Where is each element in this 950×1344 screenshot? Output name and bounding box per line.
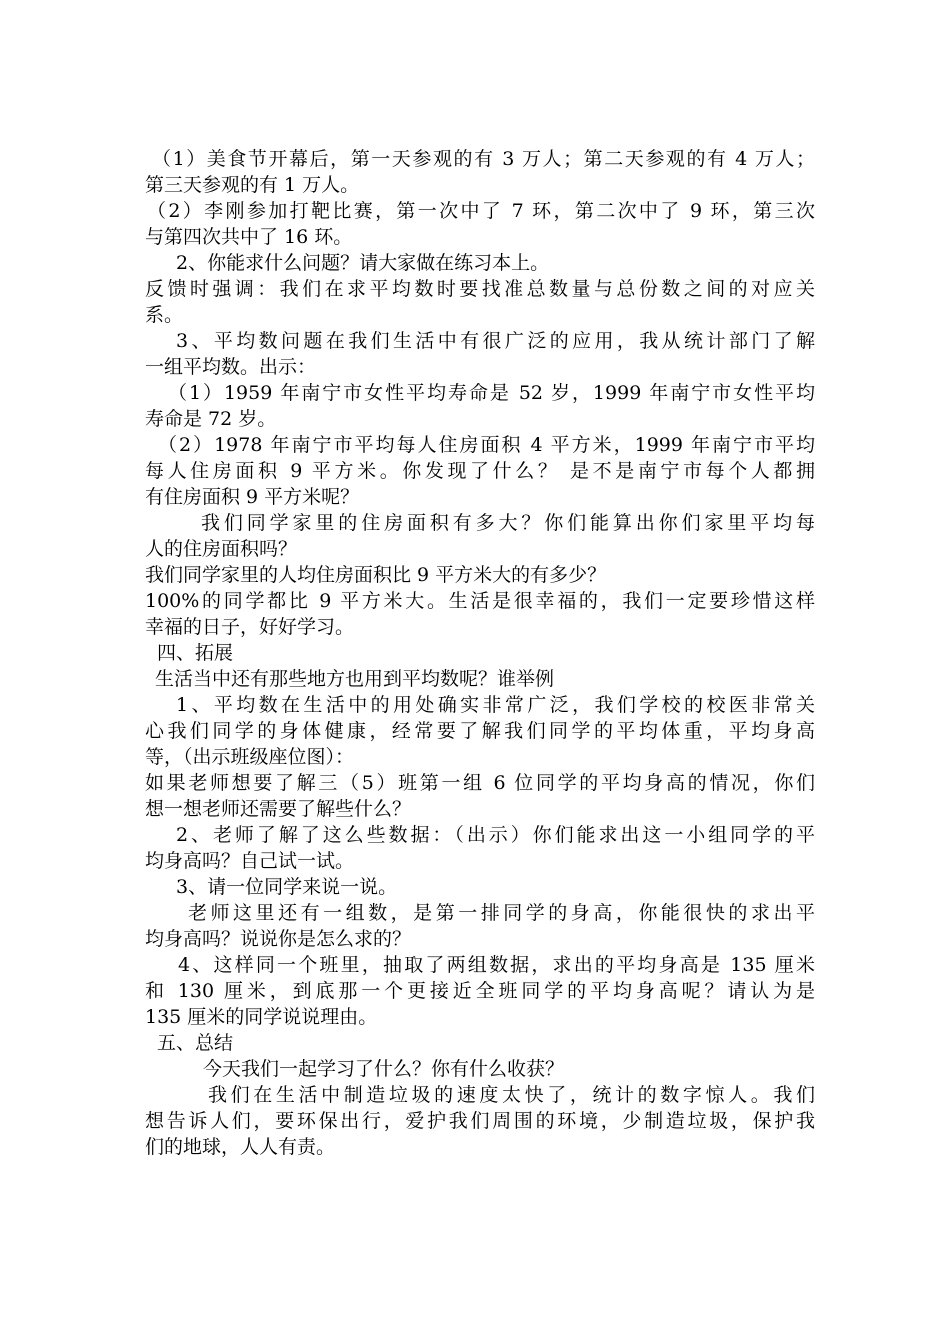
text-line: 反馈时强调：我们在求平均数时要找准总数量与总份数之间的对应关 (145, 278, 815, 300)
text-line: 四、拓展 (157, 642, 234, 664)
text-line: 寿命是 72 岁。 (145, 408, 277, 430)
text-line: 4、这样同一个班里，抽取了两组数据，求出的平均身高是 135 厘米 (178, 954, 815, 976)
text-line: 等，（出示班级座位图）： (145, 746, 355, 768)
text-line: 每人住房面积 9 平方米。你发现了什么？ 是不是南宁市每个人都拥 (145, 460, 815, 482)
text-line: （2）李刚参加打靶比赛，第一次中了 7 环，第二次中了 9 环，第三次 (147, 200, 815, 222)
text-line: 幸福的日子，好好学习。 (145, 616, 355, 638)
text-line: 我们同学家里的住房面积有多大？你们能算出你们家里平均每 (201, 512, 815, 534)
text-line: 与第四次共中了 16 环。 (145, 226, 353, 248)
text-line: 们的地球，人人有责。 (145, 1136, 336, 1158)
document-body (145, 146, 815, 1160)
text-line: 均身高吗？说说你是怎么求的？ (145, 928, 412, 950)
text-line: 老师这里还有一组数，是第一排同学的身高，你能很快的求出平 (188, 902, 815, 924)
text-line: 3、平均数问题在我们生活中有很广泛的应用，我从统计部门了解 (176, 330, 815, 352)
text-line: 1、平均数在生活中的用处确实非常广泛，我们学校的校医非常关 (176, 694, 815, 716)
text-line: 一组平均数。出示： (145, 356, 317, 378)
text-line: 想一想老师还需要了解些什么？ (145, 798, 412, 820)
text-line: 3、请一位同学来说一说。 (176, 876, 398, 898)
text-line: （1）1959 年南宁市女性平均寿命是 52 岁，1999 年南宁市女性平均 (168, 382, 815, 404)
text-line: 如果老师想要了解三（5）班第一组 6 位同学的平均身高的情况，你们 (145, 772, 815, 794)
text-line: 我们在生活中制造垃圾的速度太快了，统计的数字惊人。我们 (208, 1084, 815, 1106)
text-line: 心我们同学的身体健康，经常要了解我们同学的平均体重，平均身高 (145, 720, 815, 742)
text-line: 有住房面积 9 平方米呢？ (145, 486, 360, 508)
text-line: 今天我们一起学习了什么？你有什么收获？ (203, 1058, 565, 1080)
text-line: 第三天参观的有 1 万人。 (145, 174, 360, 196)
text-line: 100%的同学都比 9 平方米大。生活是很幸福的，我们一定要珍惜这样 (145, 590, 815, 612)
text-line: 系。 (145, 304, 184, 326)
text-line: 想告诉人们，要环保出行，爱护我们周围的环境，少制造垃圾，保护我 (145, 1110, 815, 1132)
text-line: 2、你能求什么问题？请大家做在练习本上。 (176, 252, 550, 274)
text-line: 人的住房面积吗？ (145, 538, 298, 560)
text-line: 我们同学家里的人均住房面积比 9 平方米大的有多少？ (145, 564, 607, 586)
text-line: 和 130 厘米，到底那一个更接近全班同学的平均身高呢？请认为是 (145, 980, 815, 1002)
text-line: 五、总结 (157, 1032, 234, 1054)
text-line: 生活当中还有那些地方也用到平均数呢？谁举例 (155, 668, 555, 690)
text-line: 2、老师了解了这么些数据：（出示）你们能求出这一小组同学的平 (176, 824, 815, 846)
text-line: 均身高吗？自己试一试。 (145, 850, 355, 872)
text-line: （1）美食节开幕后，第一天参观的有 3 万人；第二天参观的有 4 万人； (152, 148, 815, 170)
text-line: （2）1978 年南宁市平均每人住房面积 4 平方米，1999 年南宁市平均 (158, 434, 815, 456)
text-line: 135 厘米的同学说说理由。 (145, 1006, 378, 1028)
